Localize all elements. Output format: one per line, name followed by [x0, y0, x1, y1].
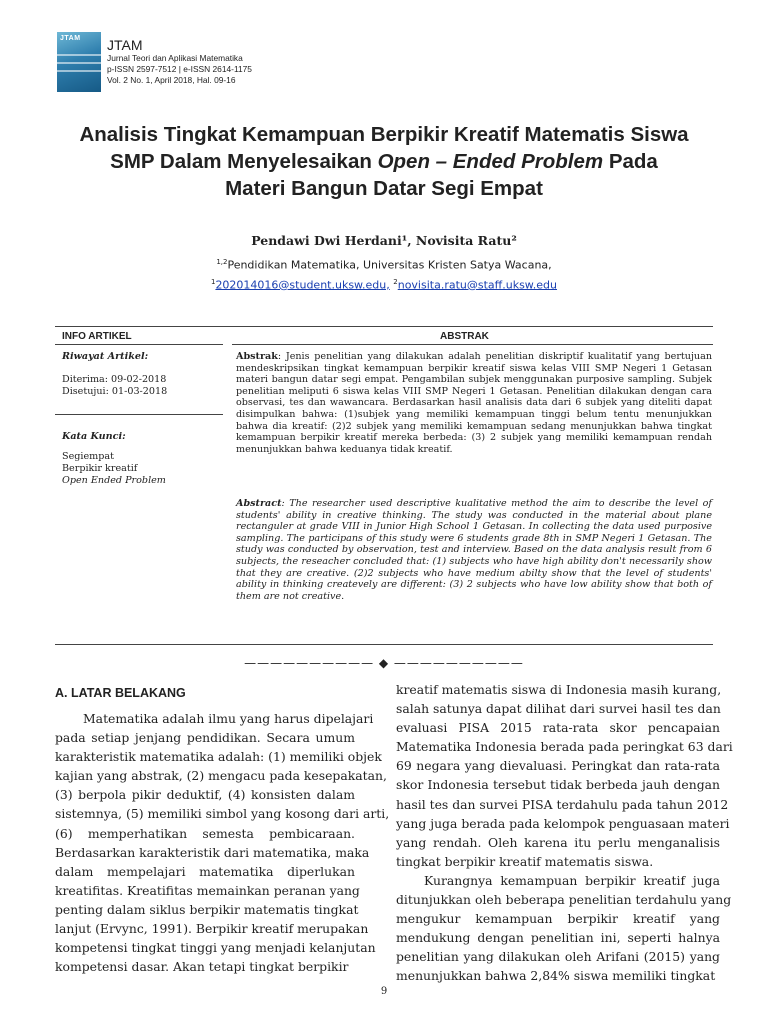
- body-text-line: mendukung dengan penelitian ini, seperti halnya: [396, 930, 720, 946]
- keyword-item: Segiempat: [62, 451, 114, 462]
- journal-issn: p-ISSN 2597-7512 | e-ISSN 2614-1175: [107, 64, 252, 74]
- journal-meta: [107, 32, 252, 92]
- body-text-line: Matematika adalah ilmu yang harus dipelajari: [83, 711, 374, 726]
- journal-cover-label: JTAM: [60, 35, 81, 42]
- email-link-2[interactable]: novisita.ratu@staff.uksw.edu: [397, 278, 558, 292]
- body-text-line: yang rendah. Oleh karena itu perlu menganalisis: [396, 834, 720, 850]
- keywords-label: Kata Kunci:: [62, 431, 126, 442]
- cover-stripe: [57, 62, 101, 64]
- body-text-line: (6) memperhatikan semesta pembicaraan.: [55, 825, 355, 841]
- abstract-header: ABSTRAK: [440, 331, 489, 342]
- body-text-line: yang juga berada pada kelompok penguasaan materi: [396, 815, 730, 831]
- body-text-line: Matematika Indonesia berada pada peringkat 63 dari: [396, 739, 733, 755]
- top-divider: [55, 326, 713, 327]
- abstract-id-text: : Jenis penelitian yang dilakukan adalah penelitian diskriptif kualitatif yang bertujuan mendeskripsikan tingkat kemampuan berpikir kreatif siswa kelas VIII SMP Negeri 1 Getasan materi bangun datar segi empat. Pengambilan subjek menggunakan purposive sampling. Subjek penelitian meliputi 6 siswa kelas VIII SMP Negeri 1 Getasan. Penelitian dilakukan dengan cara observasi, tes dan wawancara. Berdasarkan hasil analisis data dari 6 subjek yang diteliti dapat disimpulkan bahwa: (1)subjek yang memiliki kemampuan tinggi belum tentu menunjukkan bahwa dia kreatif: (2)2 subjek yang memiliki kemampuan sedang menunjukkan bahwa tingkat kemampuan berpikir kreatif mereka berbeda: (3) 2 subjek yang memiliki kemampuan rendah menunjukkan bahwa keduanya tidak kreatif.: [236, 351, 712, 455]
- body-text-line: tingkat berpikir kreatif matematis siswa.: [396, 853, 654, 869]
- keyword-item: Open Ended Problem: [62, 475, 166, 486]
- abstract-divider: [232, 344, 713, 345]
- affiliation: [0, 254, 768, 293]
- body-text-line: pada setiap jenjang pendidikan. Secara umum: [55, 730, 355, 746]
- info-divider: [55, 344, 223, 345]
- abstract-en-label: Abstract: [236, 498, 282, 509]
- body-text-line: 69 negara yang dievaluasi. Peringkat dan rata-rata: [396, 758, 720, 774]
- abstract-en-text: : The researcher used descriptive kualitative method the aim to describe the level of students' ability in creative thinking. The study was conducted in the material about plane rectanguler at grade VIII in Junior High School 1 Getasan. In collecting the data used purposive sampling. The participans of this study were 6 students grade 8th in SMP Negeri 1 Getasan. The study was conducted by observation, test and interview. Based on the data analysis result from 6 subjects, the reseacher concluded that: (1) subjects who have high ability don't necessarily show that they are creative. (2)2 subjects who have medium abilty show that the level of students' ability in thinking createvely are different: (3) 2 subjects who have low ability show that both of them are not creative.: [236, 498, 712, 602]
- section-separator: —————————— ◆ ——————————: [244, 656, 524, 670]
- bottom-divider: [55, 644, 713, 645]
- approved-date: Disetujui: 01-03-2018: [62, 386, 168, 397]
- body-text-line: skor Indonesia tersebut tidak berbeda jauh dengan: [396, 777, 720, 793]
- title-line-2a: SMP Dalam Menyelesaikan: [110, 150, 378, 173]
- journal-volume: Vol. 2 No. 1, April 2018, Hal. 09-16: [107, 75, 236, 85]
- email2-sup: 2: [393, 277, 398, 286]
- body-text-line: menunjukkan bahwa 2,84% siswa memiliki tingkat: [396, 968, 716, 984]
- body-text-line: ditunjukkan oleh beberapa penelitian terdahulu yang: [396, 892, 732, 908]
- body-text-line: karakteristik matematika adalah: (1) memiliki objek: [55, 749, 382, 765]
- body-text-line: dalam mempelajari matematika diperlukan: [55, 863, 355, 879]
- section-heading: A. LATAR BELAKANG: [55, 686, 186, 700]
- body-text-line: kreatifitas. Kreatifitas memainkan peranan yang: [55, 882, 360, 898]
- body-text-line: salah satunya dapat dilihat dari survei hasil tes dan: [396, 701, 721, 717]
- journal-name: JTAM: [107, 37, 143, 53]
- body-text-line: sistemnya, (5) memiliki simbol yang kosong dari arti,: [55, 806, 390, 822]
- affiliation-text: Pendidikan Matematika, Universitas Kristen Satya Wacana,: [227, 258, 552, 272]
- journal-full-name: Jurnal Teori dan Aplikasi Matematika: [107, 53, 243, 63]
- body-text-line: mengukur kemampuan berpikir kreatif yang: [396, 911, 720, 927]
- body-text-line: Kurangnya kemampuan berpikir kreatif juga: [424, 872, 720, 888]
- affiliation-sup: 1,2: [216, 258, 228, 266]
- keyword-item: Berpikir kreatif: [62, 463, 138, 474]
- body-text-line: kompetensi tingkat tinggi yang menjadi kelanjutan: [55, 940, 376, 956]
- body-text-line: kajian yang abstrak, (2) mengacu pada kesepakatan,: [55, 768, 387, 784]
- email-link-1[interactable]: 202014016@student.uksw.edu,: [215, 278, 390, 292]
- body-text-line: penelitian yang dilakukan oleh Arifani (2015) yang: [396, 949, 720, 965]
- body-text-line: evaluasi PISA 2015 rata-rata skor pencapaian: [396, 720, 720, 736]
- title-line-2b: Open – Ended Problem: [377, 150, 604, 173]
- journal-header: [57, 32, 252, 92]
- body-right-column: [396, 680, 733, 986]
- history-label: Riwayat Artikel:: [62, 351, 149, 362]
- body-text-line: kompetensi dasar. Akan tetapi tingkat berpikir: [55, 959, 349, 975]
- body-left-column: [55, 709, 390, 976]
- body-text-line: kreatif matematis siswa di Indonesia masih kurang,: [396, 682, 722, 697]
- authors: Pendawi Dwi Herdani¹, Novisita Ratu²: [251, 233, 517, 248]
- abstract-en: [236, 498, 712, 602]
- body-text-line: Berdasarkan karakteristik dari matematika, maka: [55, 844, 370, 860]
- body-text-line: (3) berpola pikir deduktif, (4) konsisten dalam: [55, 787, 355, 803]
- email1-sup: 1: [210, 277, 216, 286]
- info-divider-2: [55, 414, 223, 415]
- title-line-3: Materi Bangun Datar Segi Empat: [225, 177, 543, 200]
- cover-stripe: [57, 54, 101, 56]
- page-number: 9: [380, 986, 388, 997]
- abstract-id-label: Abstrak: [236, 351, 278, 362]
- body-text-line: penting dalam siklus berpikir matematis tingkat: [55, 901, 359, 917]
- body-text-line: hasil tes dan survei PISA terdahulu pada tahun 2012: [396, 796, 729, 812]
- info-header: INFO ARTIKEL: [62, 331, 132, 342]
- cover-stripe: [57, 70, 101, 72]
- journal-cover-image: [57, 32, 101, 92]
- title-line-2c: Pada: [603, 150, 658, 173]
- received-date: Diterima: 09-02-2018: [62, 374, 167, 385]
- body-text-line: lanjut (Ervync, 1991). Berpikir kreatif merupakan: [55, 921, 369, 937]
- title-line-2: [40, 148, 728, 175]
- abstract-id: [236, 351, 712, 455]
- title-line-1: Analisis Tingkat Kemampuan Berpikir Kreatif Matematis Siswa: [79, 123, 689, 146]
- paper-title: [40, 121, 728, 202]
